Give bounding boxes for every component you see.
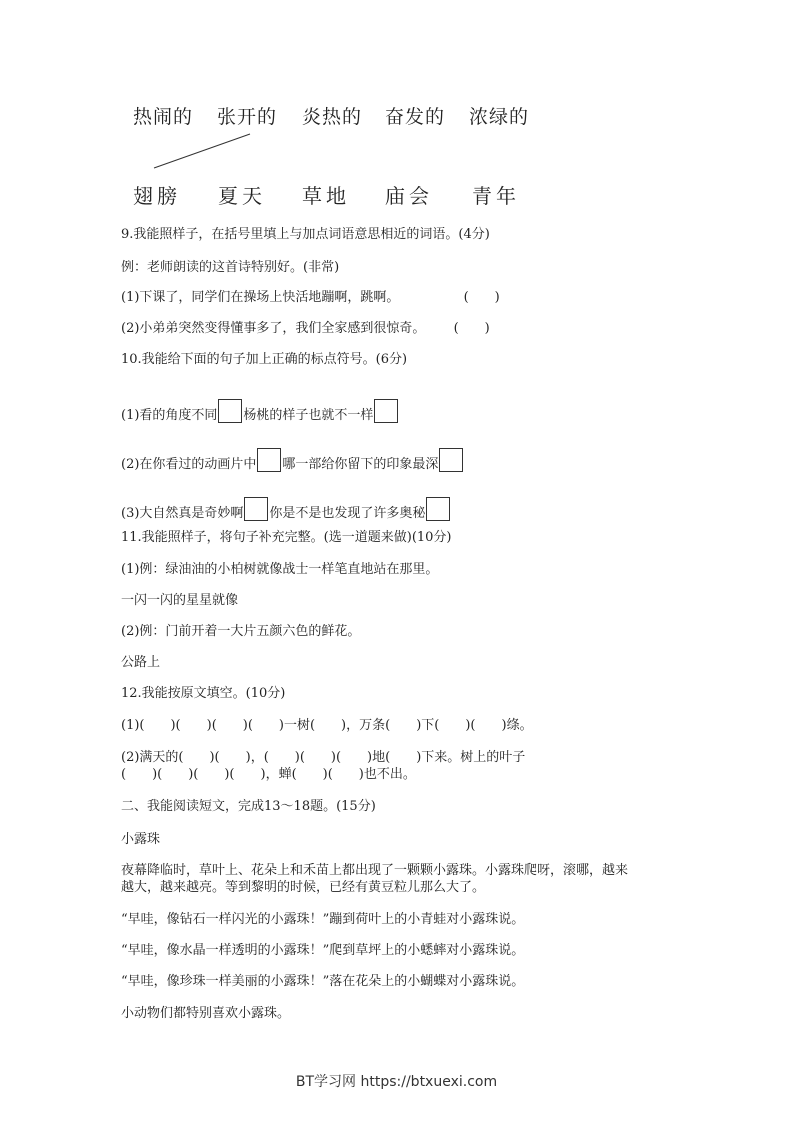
q9-item-2: [121, 321, 490, 337]
connecting-line: [150, 130, 260, 172]
q10-title: 10.我能给下面的句子加上正确的标点符号。(6分): [121, 352, 408, 367]
punctuation-box[interactable]: [218, 399, 242, 423]
reading-section-title: 二、我能阅读短文，完成13～18题。(15分): [121, 799, 376, 814]
q10-item-3: [121, 497, 451, 522]
q10-item-1-part-b: 杨桃的样子也就不一样: [243, 408, 374, 423]
reading-paragraph-1-line-1: 夜幕降临时，草叶上、花朵上和禾苗上都出现了一颗颗小露珠。小露珠爬呀，滚哪，越来: [121, 863, 629, 878]
q9-example: 例：老师朗读的这首诗特别好。(非常): [121, 260, 340, 275]
match-bottom-word-4: 庙会: [385, 184, 433, 208]
match-top-word-4: 奋发的: [385, 106, 446, 128]
q10-item-2-part-a: (2)在你看过的动画片中: [121, 457, 257, 472]
q9-item-1-blank[interactable]: ( ): [463, 290, 500, 305]
match-top-word-2: 张开的: [217, 106, 278, 128]
q12-line-2: (2)满天的( )( )，( )( )( )地( )下来。树上的叶子: [121, 750, 526, 765]
q11-prompt-2: 公路上: [121, 655, 161, 670]
reading-passage-title: 小露珠: [121, 832, 161, 847]
q9-item-1-text: (1)下课了，同学们在操场上快活地蹦啊，跳啊。: [121, 290, 400, 305]
q10-item-2: [121, 448, 464, 473]
reading-paragraph-2: “早哇，像钻石一样闪光的小露珠！”蹦到荷叶上的小青蛙对小露珠说。: [121, 912, 525, 927]
reading-paragraph-3: “早哇，像水晶一样透明的小露珠！”爬到草坪上的小蟋蟀对小露珠说。: [121, 943, 525, 958]
match-top-word-3: 炎热的: [302, 106, 363, 128]
match-bottom-word-5: 青年: [472, 184, 520, 208]
q12-line-3: ( )( )( )( )，蝉( )( )也不出。: [121, 767, 416, 782]
match-bottom-word-2: 夏天: [218, 184, 266, 208]
q11-prompt-1: 一闪一闪的星星就像: [121, 593, 239, 608]
q9-title: 9.我能照样子，在括号里填上与加点词语意思相近的词语。(4分): [121, 227, 490, 242]
q12-title: 12.我能按原文填空。(10分): [121, 686, 286, 701]
punctuation-box[interactable]: [439, 448, 463, 472]
footer-watermark: BT学习网 https://btxuexi.com: [295, 1074, 498, 1090]
reading-paragraph-5: 小动物们都特别喜欢小露珠。: [121, 1006, 291, 1021]
q11-example-2: (2)例：门前开着一大片五颜六色的鲜花。: [121, 624, 361, 639]
punctuation-box[interactable]: [374, 399, 398, 423]
reading-paragraph-4: “早哇，像珍珠一样美丽的小露珠！”落在花朵上的小蝴蝶对小露珠说。: [121, 974, 525, 989]
q9-item-1: [121, 290, 500, 306]
reading-paragraph-1-line-2: 越大，越来越亮。等到黎明的时候，已经有黄豆粒儿那么大了。: [121, 880, 486, 895]
q10-item-1-part-a: (1)看的角度不同: [121, 408, 218, 423]
q10-item-3-part-a: (3)大自然真是奇妙啊: [121, 506, 244, 521]
q11-title: 11.我能照样子，将句子补充完整。(选一道题来做)(10分): [121, 530, 452, 545]
punctuation-box[interactable]: [257, 448, 281, 472]
q10-item-2-part-b: 哪一部给你留下的印象最深: [282, 457, 439, 472]
match-top-word-1: 热闹的: [133, 106, 194, 128]
q10-item-1: [121, 399, 399, 424]
q9-item-2-text: (2)小弟弟突然变得懂事多了，我们全家感到很惊奇。: [121, 321, 426, 336]
match-top-word-5: 浓绿的: [469, 106, 530, 128]
q12-line-1: (1)( )( )( )( )一树( )，万条( )下( )( )绦。: [121, 718, 533, 733]
q9-item-2-blank[interactable]: ( ): [453, 321, 490, 336]
match-bottom-word-1: 翅膀: [133, 184, 181, 208]
q10-item-3-part-b: 你是不是也发现了许多奥秘: [269, 506, 426, 521]
punctuation-box[interactable]: [426, 497, 450, 521]
match-bottom-word-3: 草地: [302, 184, 350, 208]
q11-example-1: (1)例：绿油油的小柏树就像战士一样笔直地站在那里。: [121, 562, 439, 577]
punctuation-box[interactable]: [244, 497, 268, 521]
